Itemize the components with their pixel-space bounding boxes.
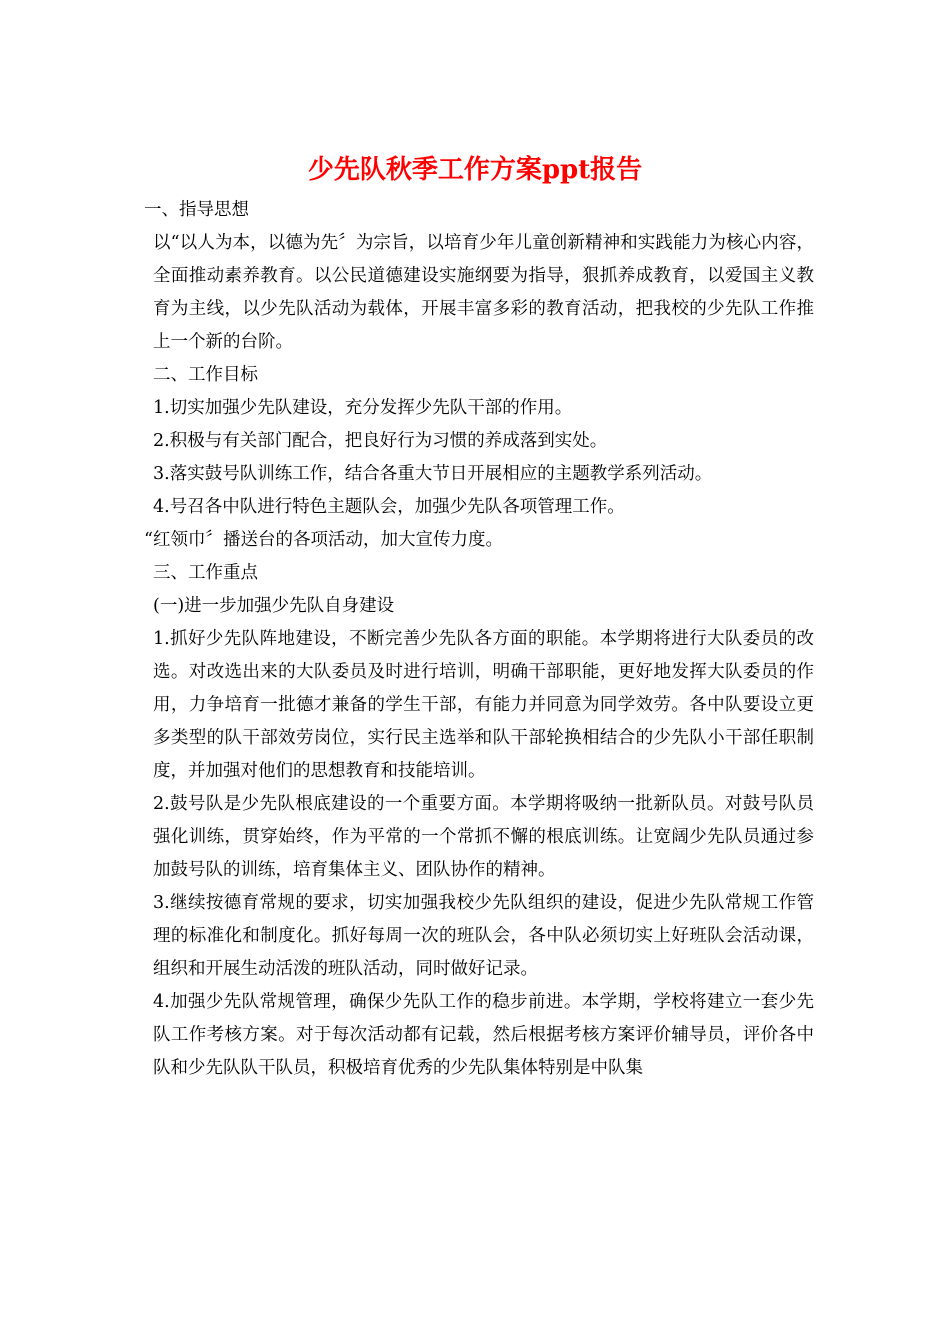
subsection-heading-self-building: (一)进一步加强少先队自身建设 xyxy=(153,596,395,616)
focus-item-1: 1.抓好少先队阵地建设，不断完善少先队各方面的职能。本学期将进行大队委员的改选。对改选出来的大队委员及时进行培训，明确干部职能，更好地发挥大队委员的作用，力争培育一批德才兼备的学生干部，有能力并同意为同学效劳。各中队要设立更多类型的队干部效劳岗位，实行民主选举和队干部轮换相结合的少先队小干部任职制度，并加强对他们的思想教育和技能培训。 xyxy=(153,629,814,781)
goal-item-4: 4.号召各中队进行特色主题队会，加强少先队各项管理工作。 xyxy=(153,497,625,517)
goal-item-3: 3.落实鼓号队训练工作，结合各重大节日开展相应的主题教学系列活动。 xyxy=(153,464,713,484)
paragraph-guiding-ideology: 以“以人为本，以德为先〞为宗旨，以培育少年儿童创新精神和实践能力为核心内容，全面推动素养教育。以公民道德建设实施纲要为指导，狠抓养成教育，以爱国主义教育为主线，以少先队活动为载体，开展丰富多彩的教育活动，把我校的少先队工作推上一个新的台阶。 xyxy=(153,233,814,352)
focus-item-4: 4.加强少先队常规管理，确保少先队工作的稳步前进。本学期，学校将建立一套少先队工作考核方案。对于每次活动都有记载，然后根据考核方案评价辅导员，评价各中队和少先队队干队员，积极培育优秀的少先队集体特别是中队集 xyxy=(153,992,814,1078)
section-heading-guiding-ideology: 一、指导思想 xyxy=(144,200,249,220)
goal-item-2: 2.积极与有关部门配合，把良好行为习惯的养成落到实处。 xyxy=(153,431,608,451)
document-body xyxy=(144,194,814,1085)
focus-item-3: 3.继续按德育常规的要求，切实加强我校少先队组织的建设，促进少先队常规工作管理的标准化和制度化。抓好每周一次的班队会，各中队必须切实上好班队会活动课，组织和开展生动活泼的班队活动，同时做好记录。 xyxy=(153,893,814,979)
document-title: 少先队秋季工作方案ppt报告 xyxy=(307,155,643,185)
section-heading-work-focus: 三、工作重点 xyxy=(153,563,258,583)
goal-item-5: “红领巾〞播送台的各项活动，加大宣传力度。 xyxy=(144,530,503,550)
section-heading-work-goals: 二、工作目标 xyxy=(153,365,258,385)
focus-item-2: 2.鼓号队是少先队根底建设的一个重要方面。本学期将吸纳一批新队员。对鼓号队员强化训练，贯穿始终，作为平常的一个常抓不懈的根底训练。让宽阔少先队员通过参加鼓号队的训练，培育集体主义、团队协作的精神。 xyxy=(153,794,814,880)
goal-item-1: 1.切实加强少先队建设，充分发挥少先队干部的作用。 xyxy=(153,398,573,418)
